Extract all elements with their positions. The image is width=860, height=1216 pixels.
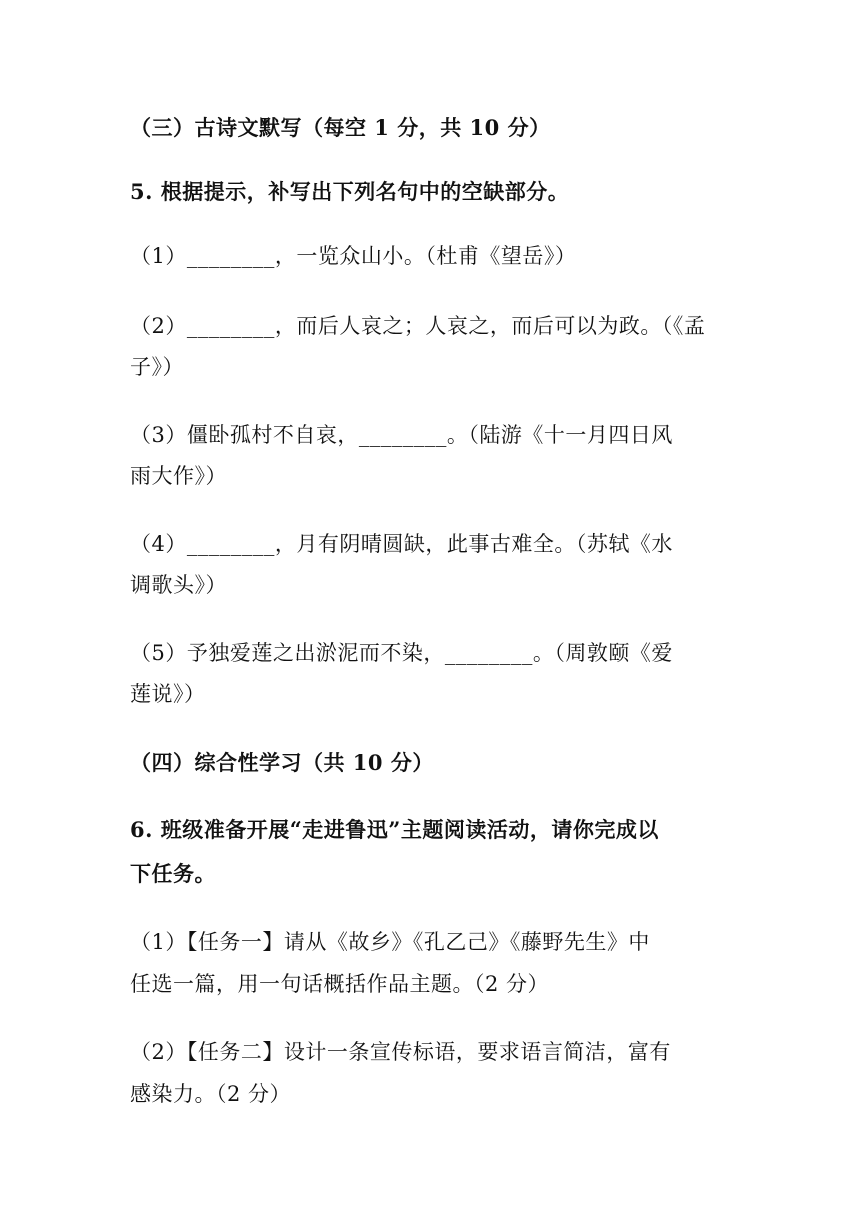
question-6-prompt-line2: 下任务。 [130,861,216,886]
section-3-heading: （三）古诗文默写（每空 1 分，共 10 分） [130,115,551,140]
question-6-prompt-line1: 6. 班级准备开展“走进鲁迅”主题阅读活动，请你完成以 [130,817,659,842]
q6-task-1-line2: 任选一篇，用一句话概括作品主题。（2 分） [130,972,550,996]
q5-item-5-line2: 莲说》） [130,682,206,706]
q6-task-2-line1: （2）【任务二】设计一条宣传标语，要求语言简洁，富有 [130,1040,671,1064]
q5-item-3-line2: 雨大作》） [130,464,227,488]
q5-item-5-line1: （5）予独爱莲之出淤泥而不染，________。（周敦颐《爱 [130,641,673,665]
question-5-prompt: 5. 根据提示，补写出下列名句中的空缺部分。 [130,179,570,204]
q5-item-2-line2: 子》） [130,355,184,379]
q6-task-1-line1: （1）【任务一】请从《故乡》《孔乙己》《藤野先生》中 [130,930,650,954]
q6-task-2-line2: 感染力。（2 分） [130,1082,292,1106]
q5-item-1: （1）________，一览众山小。（杜甫《望岳》） [130,244,577,268]
q5-item-4-line1: （4）________，月有阴晴圆缺，此事古难全。（苏轼《水 [130,532,673,556]
q5-item-4-line2: 调歌头》） [130,573,227,597]
section-4-heading: （四）综合性学习（共 10 分） [130,750,434,775]
q5-item-3-line1: （3）僵卧孤村不自哀，________。（陆游《十一月四日风 [130,423,673,447]
q5-item-2-line1: （2）________，而后人哀之；人哀之，而后可以为政。（《孟 [130,314,706,338]
